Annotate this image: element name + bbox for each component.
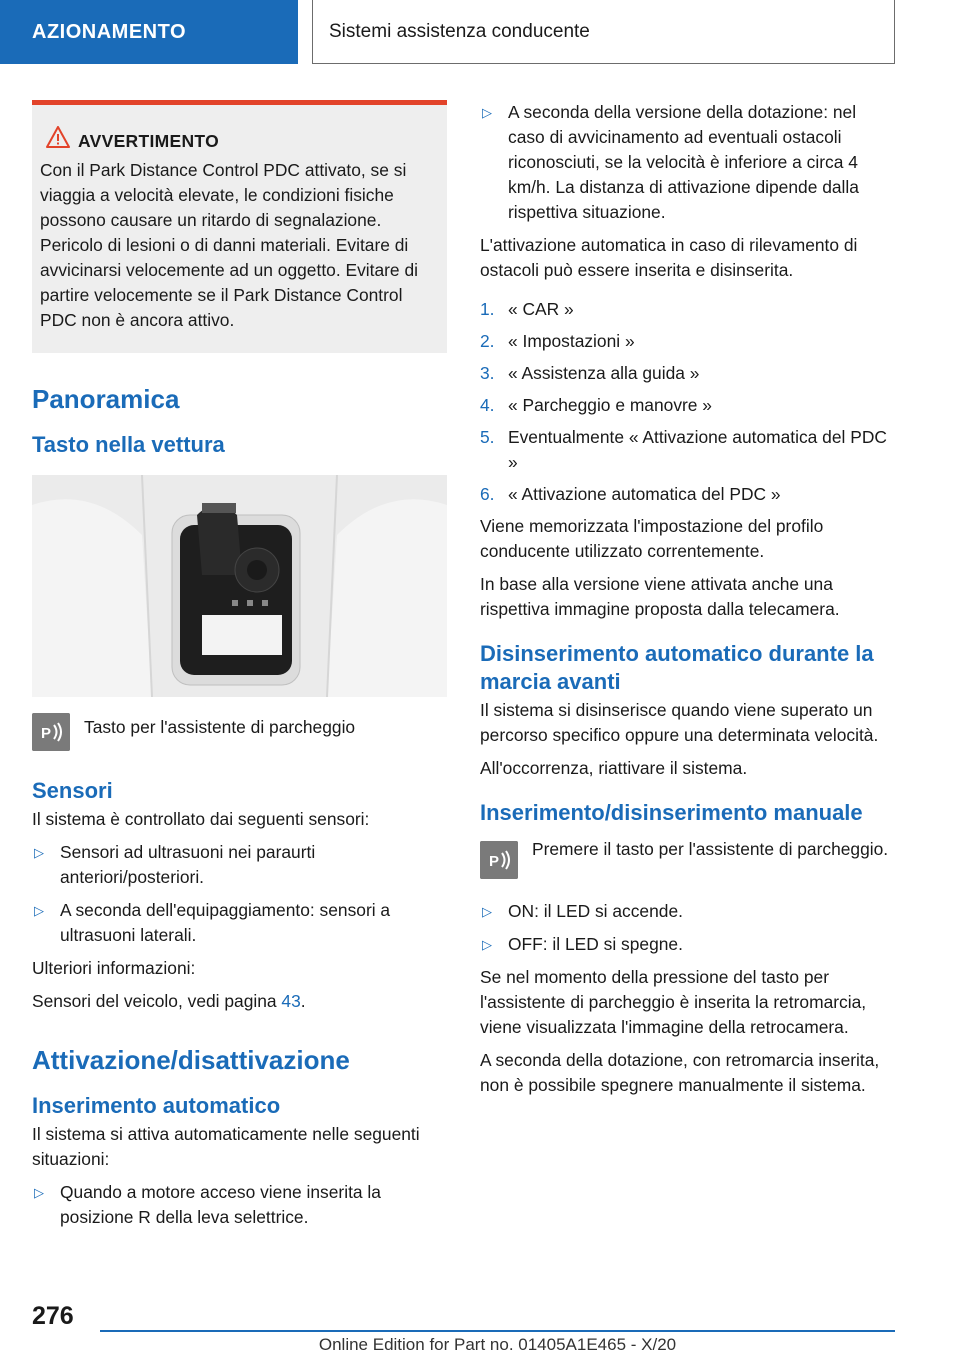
section-tab: AZIONAMENTO [0,0,298,64]
list-item: ▷ A seconda della versione della dotazione: nel caso di avvicinamento ad eventuali ostacoli riconosciuti, se la velocità è inferiore a circa 4 km/h. La distanza di attivazione dipende dalla rispettiva situazione. [480,100,896,225]
gear-selector-photo [32,475,447,697]
led-list [480,899,896,957]
further-info-label: Ulteriori informazioni: [32,958,196,978]
step-item: 6. « Attivazione automatica del PDC » [480,484,781,504]
page-link[interactable]: 43 [281,991,301,1011]
dotazione-text: A seconda della dotazione, con retromarcia inserita, non è possibile spegnere manualmente il sistema. [480,1050,880,1095]
heading-inserimento: Inserimento automatico [32,1093,281,1118]
left-column [32,100,447,1238]
sensori-list [32,840,447,948]
button-caption: Tasto per l'assistente di parcheggio [84,717,356,737]
disinserimento-text: Il sistema si disinserisce quando viene superato un percorso specifico oppure una determinata velocità. [480,700,879,745]
list-item: ▷ Sensori ad ultrasuoni nei paraurti anteriori/posteriori. [32,840,447,890]
sensor-reference: Sensori del veicolo, vedi pagina 43. [32,991,306,1011]
list-item: ▷ ON: il LED si accende. [480,899,896,924]
warning-box [32,100,447,353]
list-item: ▷ Quando a motore acceso viene inserita la posizione R della leva selettrice. [32,1180,447,1230]
step-item: 3. « Assistenza alla guida » [480,363,700,383]
page-header [0,0,960,66]
console-image [32,475,447,697]
svg-text:P: P [41,725,52,742]
parking-button-caption [32,715,447,755]
heading-panoramica: Panoramica [32,384,180,414]
inserimento-list [32,1180,447,1230]
heading-attivazione: Attivazione/disattivazione [32,1045,350,1075]
heading-sensori: Sensori [32,778,113,803]
step-item: 5. Eventualmente « Attivazione automatica del PDC » [480,427,887,472]
parking-assistant-icon [32,713,70,751]
heading-disinserimento: Disinserimento automatico durante la marcia avanti [480,641,874,694]
inserimento-list-cont [480,100,896,225]
camera-text: In base alla versione viene attivata anche una rispettiva immagine proposta dalla telecamera. [480,574,840,619]
press-button-instruction [480,837,896,877]
chapter-title: Sistemi assistenza conducente [312,0,895,64]
steps-list [480,297,896,507]
list-item: ▷ OFF: il LED si spegne. [480,932,896,957]
warning-title: AVVERTIMENTO [78,131,220,151]
footer-divider [100,1330,895,1332]
heading-manuale: Inserimento/disinserimento manuale [480,800,863,825]
auto-activation-text: L'attivazione automatica in caso di rilevamento di ostacoli può essere inserita e disinserita. [480,235,858,280]
riattivare-text: All'occorrenza, riattivare il sistema. [480,758,748,778]
press-text: Premere il tasto per l'assistente di parcheggio. [532,839,889,859]
retro-text: Se nel momento della pressione del tasto per l'assistente di parcheggio è inserita la retromarcia, viene visualizzata l'immagine della retrocamera. [480,967,867,1037]
sensori-intro: Il sistema è controllato dai seguenti sensori: [32,809,370,829]
memorized-text: Viene memorizzata l'impostazione del profilo conducente utilizzato correntemente. [480,516,824,561]
svg-text:P: P [489,853,500,870]
warning-triangle-icon [46,126,70,148]
heading-tasto: Tasto nella vettura [32,432,225,457]
warning-text: Con il Park Distance Control PDC attivato, se si viaggia a velocità elevate, le condizioni fisiche possono causare un ritardo di segnalazione. Pericolo di lesioni o di danni materiali. Evitare di avvicinarsi velocemente ad un oggetto. Evitare di partire velocemente se il Park Distance Control PDC non è ancora attivo. [40,160,418,330]
page-number: 276 [32,1302,74,1330]
step-item: 4. « Parcheggio e manovre » [480,395,712,415]
step-item: 1. « CAR » [480,299,574,319]
step-item: 2. « Impostazioni » [480,331,635,351]
edition-text: Online Edition for Part no. 01405A1E465 - X/20 [318,1335,677,1354]
inserimento-intro: Il sistema si attiva automaticamente nelle seguenti situazioni: [32,1124,420,1169]
right-column [480,100,896,1106]
list-item: ▷ A seconda dell'equipaggiamento: sensori a ultrasuoni laterali. [32,898,447,948]
parking-assistant-icon [480,841,518,879]
